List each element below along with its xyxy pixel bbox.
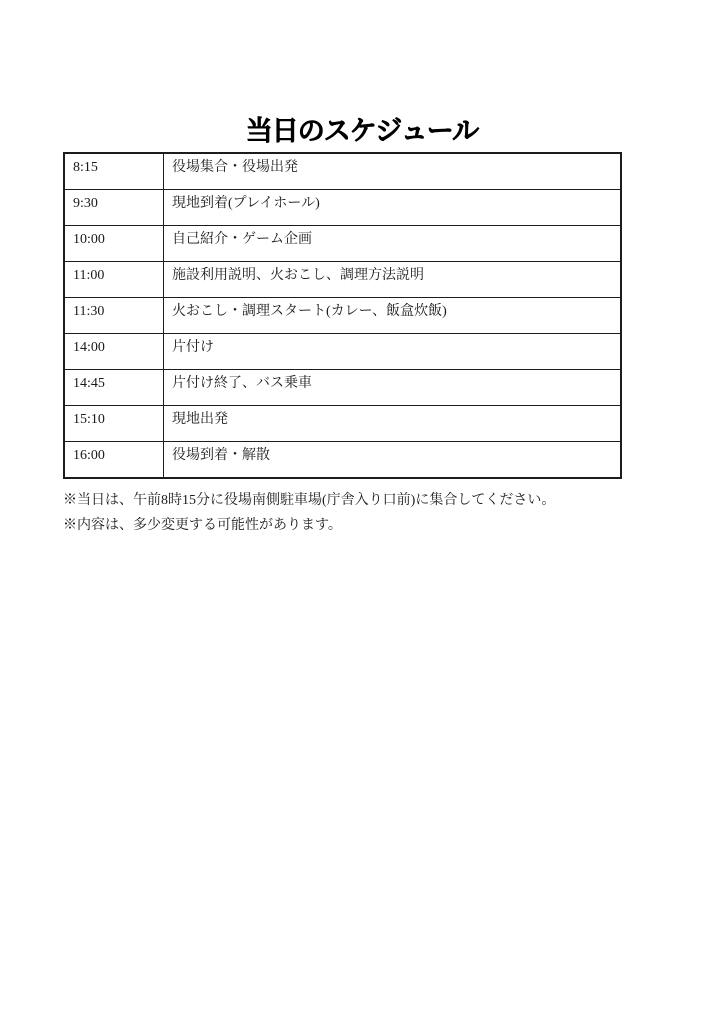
note-subject-to-change: ※内容は、多少変更する可能性があります。 [63, 518, 342, 533]
schedule-table [63, 152, 622, 479]
activity-cell: 現地出発 [164, 406, 622, 442]
time-cell: 14:00 [64, 334, 164, 370]
activity-cell: 自己紹介・ゲーム企画 [164, 226, 622, 262]
time-cell: 8:15 [64, 153, 164, 190]
note-meeting-place: ※当日は、午前8時15分に役場南側駐車場(庁舎入り口前)に集合してください。 [63, 493, 556, 508]
activity-cell: 役場到着・解散 [164, 442, 622, 479]
time-cell: 15:10 [64, 406, 164, 442]
table-row [64, 262, 621, 298]
table-row [64, 442, 621, 479]
time-cell: 14:45 [64, 370, 164, 406]
page-title: 当日のスケジュール [245, 116, 479, 147]
table-row [64, 370, 621, 406]
table-row [64, 298, 621, 334]
time-cell: 10:00 [64, 226, 164, 262]
notes [63, 488, 663, 538]
schedule-table-body [64, 153, 621, 478]
time-cell: 16:00 [64, 442, 164, 479]
table-row [64, 406, 621, 442]
activity-cell: 片付け [164, 334, 622, 370]
activity-cell: 施設利用説明、火おこし、調理方法説明 [164, 262, 622, 298]
activity-cell: 片付け終了、バス乗車 [164, 370, 622, 406]
activity-cell: 現地到着(プレイホール) [164, 190, 622, 226]
time-cell: 11:00 [64, 262, 164, 298]
table-row [64, 153, 621, 190]
time-cell: 9:30 [64, 190, 164, 226]
table-row [64, 226, 621, 262]
time-cell: 11:30 [64, 298, 164, 334]
activity-cell: 役場集合・役場出発 [164, 153, 622, 190]
table-row [64, 334, 621, 370]
activity-cell: 火おこし・調理スタート(カレー、飯盒炊飯) [164, 298, 622, 334]
table-row [64, 190, 621, 226]
